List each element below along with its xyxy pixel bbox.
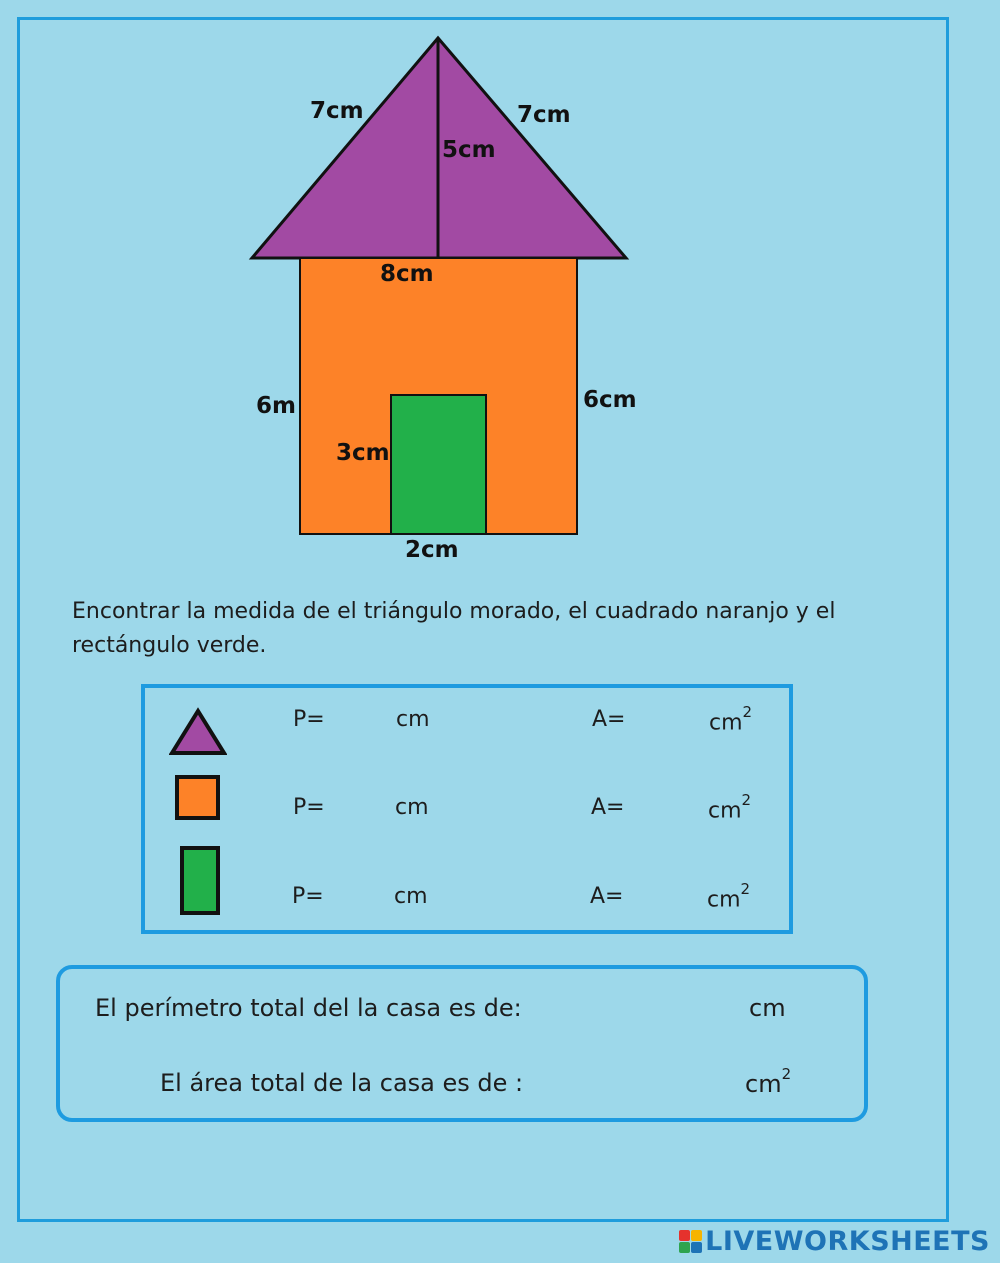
triangle-area-unit: $cm^2$ — [709, 703, 753, 736]
rectangle-area-label: A= — [590, 884, 624, 909]
triangle-icon — [169, 707, 227, 757]
wall-left-label: 6m — [256, 393, 296, 419]
logo-text: LIVEWORKSHEETS — [705, 1226, 990, 1257]
triangle-area-label: A= — [592, 707, 626, 732]
square-area-label: A= — [591, 795, 625, 820]
rectangle-perimeter-label: P= — [292, 884, 324, 909]
wall-right-label: 6cm — [583, 387, 637, 413]
liveworksheets-logo — [679, 1226, 990, 1257]
total-perimeter-text: El perímetro total del la casa es de: — [95, 994, 522, 1022]
rectangle-icon — [180, 846, 220, 915]
door-rectangle — [391, 395, 486, 534]
house-figure — [0, 0, 1000, 600]
rectangle-perimeter-unit: cm — [394, 884, 428, 909]
logo-mark-icon — [679, 1230, 702, 1253]
total-area-unit: $cm^2$ — [745, 1065, 792, 1098]
roof-base-label: 8cm — [380, 261, 434, 287]
roof-height-label: 5cm — [442, 137, 496, 163]
door-width-label: 2cm — [405, 537, 459, 563]
total-area-text: El área total de la casa es de : — [160, 1069, 524, 1097]
square-perimeter-unit: cm — [395, 795, 429, 820]
door-height-label: 3cm — [336, 440, 390, 466]
square-perimeter-label: P= — [293, 795, 325, 820]
square-icon — [175, 775, 220, 820]
triangle-perimeter-unit: cm — [396, 707, 430, 732]
rectangle-area-unit: $cm^2$ — [707, 880, 751, 913]
instruction-text: Encontrar la medida de el triángulo morado, el cuadrado naranjo y el rectángulo verde. — [72, 599, 836, 658]
roof-left-label: 7cm — [310, 98, 364, 124]
triangle-perimeter-label: P= — [293, 707, 325, 732]
square-area-unit: $cm^2$ — [708, 791, 752, 824]
roof-right-label: 7cm — [517, 102, 571, 128]
totals-box — [56, 965, 868, 1122]
shapes-measure-box — [141, 684, 793, 934]
total-perimeter-unit: cm — [749, 994, 786, 1022]
